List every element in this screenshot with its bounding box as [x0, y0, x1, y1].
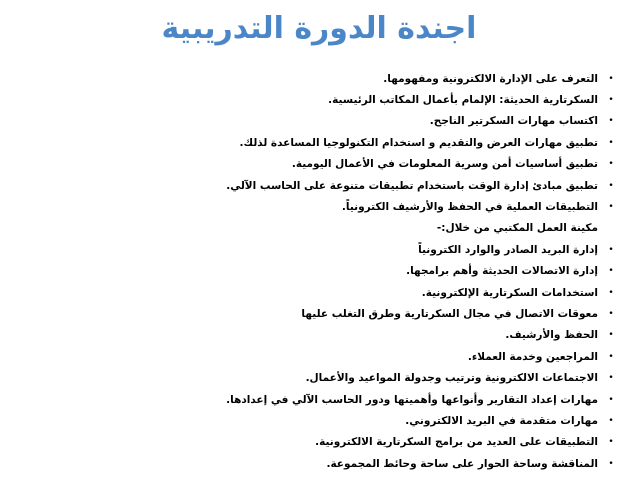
agenda-item: [28, 367, 618, 388]
agenda-item: [28, 261, 618, 282]
agenda-item-text: تطبيق مبادئ إدارة الوقت باستخدام تطبيقات متنوعة على الحاسب الآلي.: [226, 179, 598, 192]
agenda-item: [28, 389, 618, 410]
agenda-item-text: مكينة العمل المكتبي من خلال:-: [436, 222, 598, 235]
agenda-item: [28, 432, 618, 453]
bullet-icon: •: [608, 287, 614, 298]
bullet-icon: •: [608, 330, 614, 341]
agenda-item-text: إدارة البريد الصادر والوارد الكترونياً: [418, 243, 598, 256]
agenda-item-text: الحفظ والأرشيف.: [505, 329, 598, 342]
agenda-list: [28, 68, 618, 474]
agenda-item: [28, 453, 618, 474]
bullet-icon: •: [608, 394, 614, 405]
agenda-item: [28, 346, 618, 367]
bullet-icon: •: [608, 437, 614, 448]
slide-title: اجندة الدورة التدريبية: [161, 11, 477, 46]
agenda-item-text: اكتساب مهارات السكرتير الناجح.: [429, 115, 598, 128]
agenda-item: [28, 196, 618, 217]
bullet-icon: •: [608, 95, 614, 106]
agenda-item-text: التعرف على الإدارة الالكترونية ومفهومها.: [383, 72, 598, 85]
agenda-item-text: استخدامات السكرتارية الإلكترونية.: [421, 286, 598, 299]
bullet-icon: •: [608, 159, 614, 170]
bullet-icon: •: [608, 73, 614, 84]
agenda-item: [28, 89, 618, 110]
bullet-icon: •: [608, 415, 614, 426]
bullet-icon: •: [608, 458, 614, 469]
bullet-icon: •: [608, 244, 614, 255]
agenda-item-text: تطبيق مهارات العرض والتقديم و استخدام التكنولوجيا المساعدة لذلك.: [239, 136, 598, 149]
agenda-item: [28, 325, 618, 346]
agenda-item: [28, 218, 618, 239]
agenda-item-text: التطبيقات العملية في الحفظ والأرشيف الكترونياً.: [341, 201, 598, 214]
agenda-item: [28, 132, 618, 153]
agenda-item-text: مهارات متقدمة في البريد الالكتروني.: [405, 414, 598, 427]
agenda-item: [28, 154, 618, 175]
bullet-icon: •: [608, 351, 614, 362]
bullet-icon: •: [608, 116, 614, 127]
agenda-item-text: مهارات إعداد التقارير وأنواعها وأهميتها ودور الحاسب الآلي في إعدادها.: [226, 393, 598, 406]
agenda-item-text: معوقات الاتصال في مجال السكرتارية وطرق التغلب عليها: [301, 307, 598, 320]
agenda-item: [28, 175, 618, 196]
agenda-item: [28, 111, 618, 132]
bullet-icon: •: [608, 180, 614, 191]
bullet-icon: •: [608, 373, 614, 384]
agenda-item-text: السكرتارية الحديثة: الإلمام بأعمال المكاتب الرئيسية.: [328, 94, 598, 107]
agenda-item: [28, 68, 618, 89]
agenda-item-text: المناقشة وساحة الحوار على ساحة وحائط المجموعة.: [326, 457, 598, 470]
bullet-icon: •: [608, 137, 614, 148]
agenda-item-text: إدارة الاتصالات الحديثة وأهم برامجها.: [406, 265, 598, 278]
agenda-item: [28, 303, 618, 324]
agenda-item-text: الاجتماعات الالكترونية وترتيب وجدولة المواعيد والأعمال.: [305, 372, 598, 385]
agenda-item: [28, 239, 618, 260]
bullet-icon: •: [608, 202, 614, 213]
agenda-item-text: التطبيقات على العديد من برامج السكرتارية الالكترونية.: [315, 436, 598, 449]
bullet-icon: •: [608, 266, 614, 277]
agenda-item: [28, 282, 618, 303]
agenda-item-text: المراجعين وخدمة العملاء.: [467, 350, 598, 363]
agenda-item: [28, 410, 618, 431]
bullet-icon: •: [608, 308, 614, 319]
agenda-item-text: تطبيق أساسيات أمن وسرية المعلومات في الأعمال اليومية.: [291, 158, 598, 171]
